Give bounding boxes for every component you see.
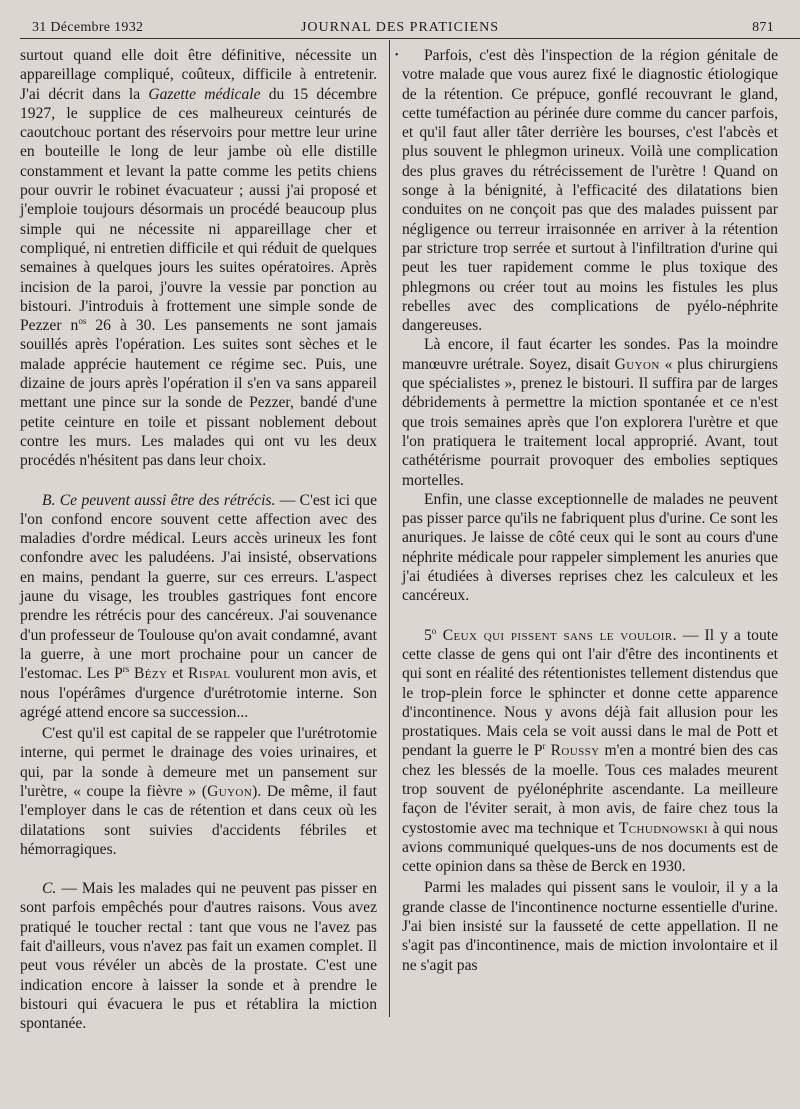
superscript: rs: [122, 664, 130, 675]
paragraph: [402, 335, 778, 489]
paragraph: [20, 724, 377, 859]
header-rule: [20, 38, 800, 39]
journal-reference: Gazette médicale: [148, 85, 261, 103]
author-name: Tchudnowski: [618, 819, 708, 837]
author-name: Guyon: [614, 355, 660, 373]
author-name: Guyon: [207, 782, 253, 800]
column-divider: [389, 40, 390, 1017]
header-date: 31 Décembre 1932: [32, 20, 144, 35]
section-heading: Ceux qui pissent sans le vouloir.: [436, 626, 677, 644]
text: « plus chirurgiens que spécialistes », prenez le bistouri. Il suffira par de larges débridements à permettre la miction spontanée et ce n'est que trois semaines après que l'on explorera l'urètre et que l'on pratiquera le traitement local approprié. Avant, tout cathétérisme pourrait provoquer des embolies septiques mortelles.: [402, 355, 778, 489]
section-heading: B. Ce peuvent aussi être des rétrécis.: [42, 491, 276, 509]
text: ). De même, il faut l'employer dans le cas de rétention et dans ceux où les dilatations sont suivies d'accidents fébriles et hémorragiques.: [20, 782, 378, 858]
author-name: Bézy: [133, 665, 168, 683]
text: à qui nous avions communiqué quelques-uns de nos documents est de cette opinion dans sa thèse de Berck en 1930.: [402, 819, 778, 876]
superscript: o: [431, 625, 437, 636]
text: voulurent mon avis, et nous l'opérâmes d'urgence d'urétrotomie interne. Son agrégé attend encore sa succession...: [20, 665, 378, 721]
paragraph: Enfin, une classe exceptionnelle de malades ne peuvent pas pisser parce qu'ils ne fabriquent plus d'urine. Ce sont les anuriques. Je laisse de côté ceux qui le sont au cours d'une néphrite médicale pour rappeler simplement les anuries que j'ai étudiées à diverses reprises chez les calculeux et les cancéreux.: [402, 490, 778, 605]
paragraph: [20, 879, 377, 1033]
author-name: Roussy: [550, 742, 600, 760]
author-name: Rispal: [188, 665, 231, 683]
left-column: [20, 46, 377, 1034]
journal-title: JOURNAL DES PRATICIENS: [300, 20, 500, 35]
text: 26 à 30. Les pansements ne sont jamais souillés après l'opération. Les suites sont sèches et le malade apprécie hautement ce régime sec. Puis, une dizaine de jours après l'opération il s'en va sans appareil mettant une pince sur la sonde de Pezzer, bandé d'une petite ceinture en toile et pissant noblement debout contre les murs. Les malades qui ont vu les deux procédés n'hésitent pas dans leur choix.: [20, 317, 377, 470]
page-number: 871: [752, 20, 774, 35]
text: et: [167, 665, 189, 683]
paragraph: [402, 626, 778, 877]
section-heading: C.: [42, 880, 57, 898]
paragraph: Parmi les malades qui pissent sans le vouloir, il y a la grande classe de l'incontinence nocturne essentielle d'urine. J'ai bien insisté sur la fausseté de cette appellation. Il ne s'agit pas d'incontinence, mais de miction involontaire et il ne s'agit pas: [402, 879, 778, 974]
superscript: os: [78, 316, 87, 327]
text: — Mais les malades qui ne peuvent pas pisser en sont parfois empêchés pour d'autres raisons. Vous avez pratiqué le toucher rectal : tant que vous ne l'avez pas fait d'ailleurs, vous n'avez pas fait un examen complet. Il peut vous révéler un abcès de la prostate. C'est une indication encore à laisser la sonde et à prendre le bistouri qui évacuera le pus et rétablira la miction spontanée.: [20, 880, 377, 1033]
section-number: 5: [424, 626, 432, 644]
text: Là encore, il faut écarter les sondes. Pas la moindre manœuvre urétrale. Soyez, disait: [402, 336, 778, 373]
text: — C'est ici que l'on confond encore souvent cette affection avec des maladies d'ordre médical. Leurs accès urineux les font confondre avec les paludéens. J'ai insisté, observations en mains, pendant la guerre, sur ces erreurs. L'aspect jaune du visage, les troubles gastriques font encore prendre les rétrécis pour des cancéreux. J'ai souvenance d'un professeur de Toulouse qu'on avait condamné, avant la guerre, à une mort prochaine pour un cancer de l'estomac. Les P: [20, 491, 377, 683]
paragraph: [20, 46, 377, 471]
superscript: r: [542, 741, 546, 752]
text: du 15 décembre 1927, le supplice de ces malheureux ceinturés de caoutchouc portant des réservoirs pour mettre leur urine en bouteille le long de leur jambe où elle distille constamment et levant la patte comme les petits chiens pour ouvrir le robinet évacuateur ; aussi j'ai proposé et j'emploie toujours désormais un procédé beaucoup plus simple qui ne nécessite ni appareillage cher et compliqué, ni entretien difficile et qui réduit de quelques semaines à quelques jours les suites opératoires. Après incision de la paroi, j'ouvre la vessie par ponction au bistouri. J'introduis à frottement une simple sonde de Pezzer n: [20, 85, 377, 335]
running-header: [20, 14, 780, 40]
text: surtout quand elle doit être définitive, nécessite un appareillage compliqué, coûteux, difficile à entretenir. J'ai décrit dans la: [20, 47, 377, 103]
bullet-mark: •: [395, 50, 399, 61]
right-column: [402, 46, 778, 975]
text: C'est qu'il est capital de se rappeler que l'urétrotomie interne, qui permet le drainage des voies urinaires, et qui, par la sonde à demeure met un pansement sur l'urètre, « coupe la fièvre » (: [20, 725, 377, 800]
text: m'en a montré bien des cas chez les blessés de la moelle. Tous ces malades meurent trop souvent de pyélonéphrite ascendante. La meilleure façon de l'éviter serait, à mon avis, de faire chez tous la cystostomie avec ma technique et: [402, 742, 778, 837]
paragraph: [20, 491, 377, 723]
paragraph: Parfois, c'est dès l'inspection de la région génitale de votre malade que vous aurez fixé le diagnostic étiologique de la rétention. Ce prépuce, gonflé recouvrant le gland, cette tuméfaction au périnée dure comme du cancer parfois, et qu'il faut aller tâter derrière les bourses, c'est l'abcès et plus souvent le phlegmon urineux. Voilà une complication des plus graves du rétrécissement de l'urètre ! Quand on songe à la bénignité, à l'efficacité des dilatations bien conduites on ne conçoit pas que des malades puissent par négligence ou terreur irraisonnée en arriver à la rétention par stricture trop serrée et surtout à l'infiltration d'urine qui peut les tuer rapidement comme le plus toxique des phlegmons ou créer tout au moins les fistules les plus rebelles avec des complications de pyélo-néphrite dangereuses.: [402, 47, 778, 335]
text: — Il y a toute cette classe de gens qui ont l'air d'être des incontinents et qui sont en réalité des rétentionistes tellement distendus que le trop-plein force le sphincter et donne cette apparence d'incontinence. Nous y avons déjà fait allusion pour les prostatiques. Mais cela se voit aussi dans le mal de Pott et pendant la guerre le P: [402, 626, 778, 760]
